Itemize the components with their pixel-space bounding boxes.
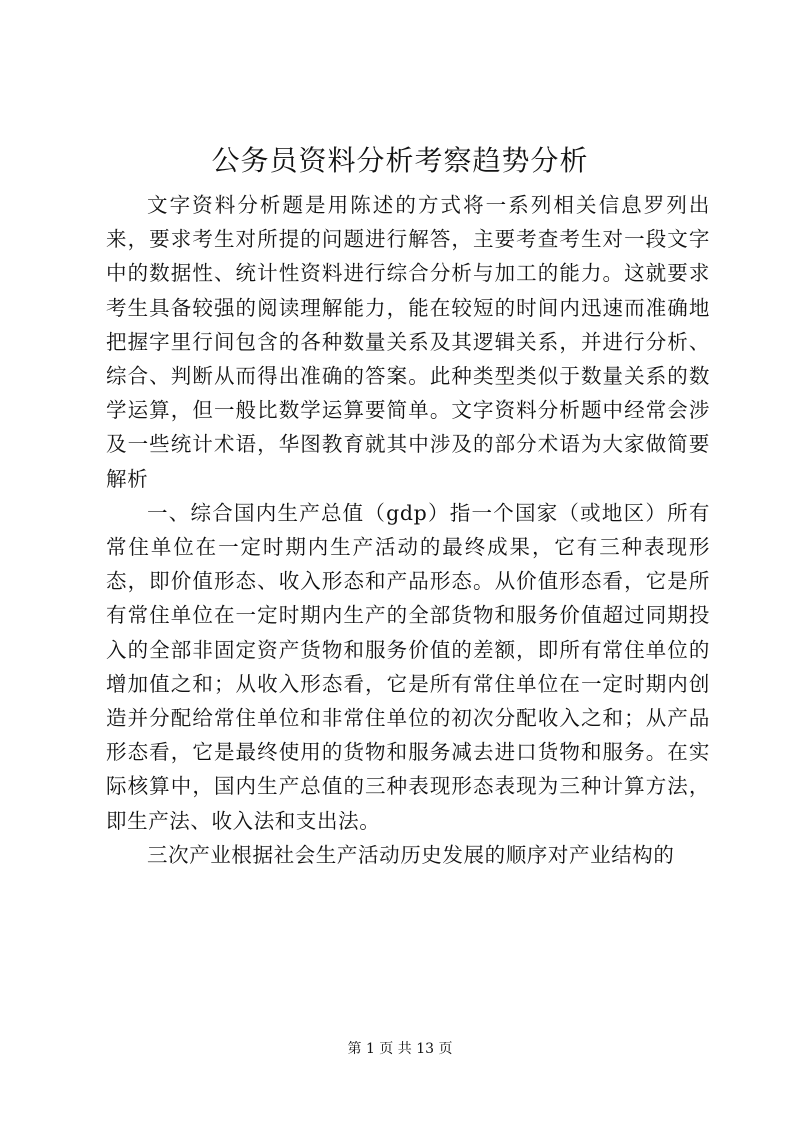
- document-body: [106, 188, 710, 872]
- paragraph-intro: 文字资料分析题是用陈述的方式将一系列相关信息罗列出来，要求考生对所提的问题进行解答，主要考查考生对一段文字中的数据性、统计性资料进行综合分析与加工的能力。这就要求考生具备较强的阅读理解能力，能在较短的时间内迅速而准确地把握字里行间包含的各种数量关系及其逻辑关系，并进行分析、综合、判断从而得出准确的答案。此种类型类似于数量关系的数学运算，但一般比数学运算要简单。文字资料分析题中经常会涉及一些统计术语，华图教育就其中涉及的部分术语为大家做简要解析: [106, 193, 710, 491]
- page-footer: 第 1 页 共 13 页: [347, 1041, 453, 1057]
- paragraph-gdp: 一、综合国内生产总值（gdp）指一个国家（或地区）所有常住单位在一定时期内生产活动的最终成果，它有三种表现形态，即价值形态、收入形态和产品形态。从价值形态看，它是所有常住单位在一定时期内生产的全部货物和服务价值超过同期投入的全部非固定资产货物和服务价值的差额，即所有常住单位的增加值之和；从收入形态看，它是所有常住单位在一定时期内创造并分配给常住单位和非常住单位的初次分配收入之和；从产品形态看，它是最终使用的货物和服务减去进口货物和服务。在实际核算中，国内生产总值的三种表现形态表现为三种计算方法，即生产法、收入法和支出法。: [106, 500, 710, 833]
- document-title: 公务员资料分析考察趋势分析: [211, 144, 589, 177]
- paragraph-three-industries: 三次产业根据社会生产活动历史发展的顺序对产业结构的: [147, 842, 675, 867]
